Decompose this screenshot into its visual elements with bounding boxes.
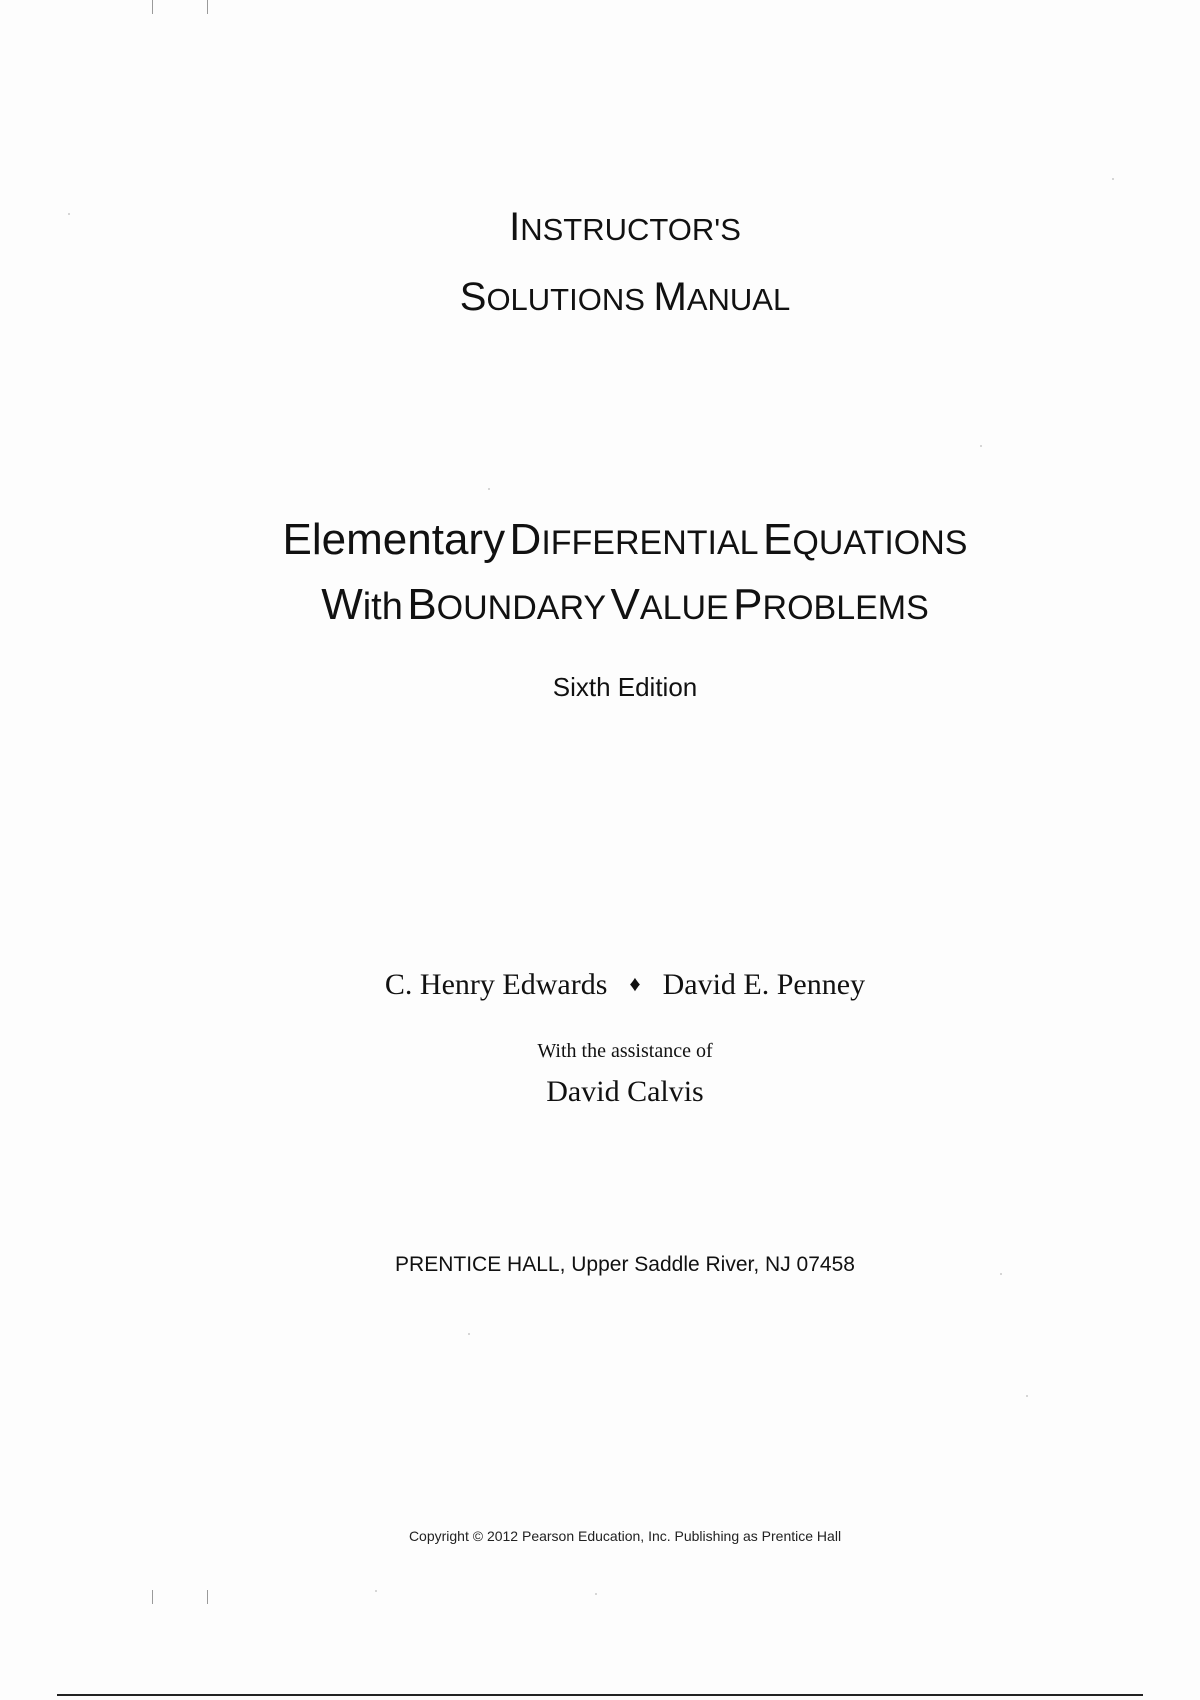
author-name: David E. Penney [662,968,866,1001]
authors-line [0,968,1200,1002]
title-word: D [509,515,542,564]
title-word: OUNDARY [436,589,607,627]
title-word: V [610,580,640,629]
scan-speck [1112,178,1114,180]
scan-mark [152,0,153,14]
scan-speck [980,445,982,447]
manual-word: M [653,275,687,319]
scan-mark [207,0,208,14]
manual-word: ANUAL [686,282,791,317]
assistance-label: With the assistance of [537,1040,713,1062]
scan-speck [488,488,490,490]
manual-word: S [459,275,487,319]
manual-word: I [509,205,521,249]
title-word: ith [362,586,403,628]
title-word: P [733,580,763,629]
scan-speck [595,1593,597,1595]
edition-label: Sixth Edition [552,672,698,702]
title-word: IFFERENTIAL [541,524,759,562]
publisher-line: PRENTICE HALL, Upper Saddle River, NJ 07458 [395,1253,855,1276]
copyright-notice: Copyright © 2012 Pearson Education, Inc. Publishing as Prentice Hall [408,1528,842,1544]
manual-word: NSTRUCTOR'S [520,212,741,247]
title-word: ROBLEMS [762,589,929,627]
manual-word: OLUTIONS [486,282,654,317]
title-word: ALUE [639,589,729,627]
title-word: B [407,580,437,629]
book-title-line1 [0,515,1200,565]
scan-mark [207,1590,208,1604]
scan-speck [468,1333,470,1335]
manual-heading-line2 [0,275,1200,320]
author-name: C. Henry Edwards [384,968,608,1001]
scan-speck [1026,1395,1028,1397]
title-word: Elementary [282,515,506,564]
manual-heading-line1 [0,205,1200,250]
title-word: QUATIONS [792,524,968,562]
scan-speck [375,1590,377,1592]
scan-mark [152,1590,153,1604]
title-word: E [763,515,793,564]
diamond-separator-icon: ♦ [629,971,641,996]
title-word: W [321,580,363,629]
book-title-line2 [0,580,1200,630]
assistant-name: David Calvis [546,1075,704,1108]
bottom-divider [57,1694,1143,1696]
